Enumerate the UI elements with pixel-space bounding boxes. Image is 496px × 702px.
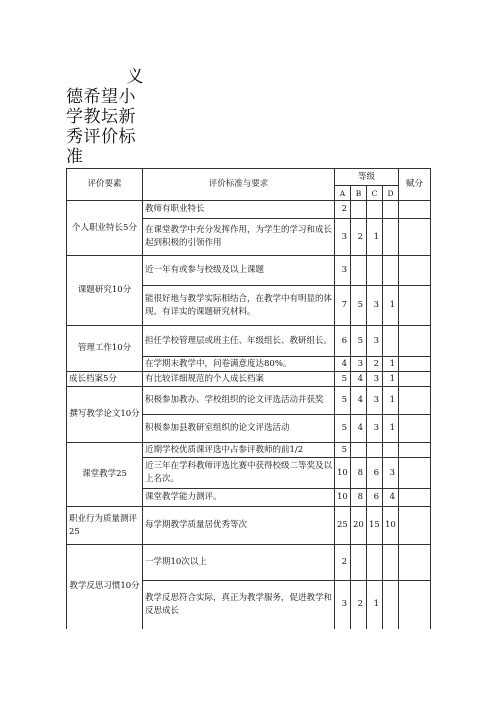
title-line-1: 义 <box>126 67 144 87</box>
grade-b-cell: 8 <box>351 489 367 507</box>
title-rest: 德希望小学教坛新秀评价标准 <box>66 87 136 167</box>
grade-b-cell: 4 <box>351 372 367 387</box>
score-cell <box>399 387 431 415</box>
grade-c-cell: 1 <box>367 219 383 256</box>
score-cell <box>399 372 431 387</box>
category-cell: 课堂教学25 <box>67 443 143 507</box>
category-cell: 教学反思习惯10分 <box>67 545 143 629</box>
grade-c-cell: 3 <box>367 372 383 387</box>
grade-d-cell: 1 <box>383 286 399 326</box>
grade-c-header: C <box>367 186 383 201</box>
grade-c-cell: 3 <box>367 387 383 415</box>
score-cell <box>399 256 431 286</box>
grade-a-cell: 5 <box>335 387 351 415</box>
category-cell: 个人职业特长5分 <box>67 201 143 256</box>
criteria-cell: 每学期教学质量居优秀等次 <box>143 507 335 545</box>
grade-a-cell: 4 <box>335 357 351 372</box>
score-cell <box>399 458 431 489</box>
grade-a-cell: 3 <box>335 256 351 286</box>
grade-a-cell: 2 <box>335 545 351 581</box>
score-cell <box>399 443 431 458</box>
grade-c-cell <box>367 443 383 458</box>
grade-d-cell <box>383 581 399 629</box>
header-score: 赋分 <box>399 169 431 201</box>
grade-a-cell: 3 <box>335 219 351 256</box>
category-cell: 成长档案5分 <box>67 372 143 387</box>
category-cell: 撰写教学论文10分 <box>67 387 143 443</box>
grade-d-header: D <box>383 186 399 201</box>
criteria-cell: 教学反思符合实际，真正为教学服务，促进教学和反思成长 <box>143 581 335 629</box>
grade-c-cell: 1 <box>367 581 383 629</box>
grade-a-cell: 10 <box>335 489 351 507</box>
grade-a-cell: 7 <box>335 286 351 326</box>
grade-c-cell <box>367 256 383 286</box>
criteria-cell: 在学期末教学中，问卷满意度达80%。 <box>143 357 335 372</box>
criteria-cell: 近期学校优质课评选中占参评教师的前1/2 <box>143 443 335 458</box>
grade-b-header: B <box>351 186 367 201</box>
grade-d-cell: 1 <box>383 357 399 372</box>
grade-a-cell: 5 <box>335 372 351 387</box>
grade-d-cell <box>383 443 399 458</box>
header-standard: 评价标准与要求 <box>143 169 335 201</box>
criteria-cell: 课堂教学能力测评。 <box>143 489 335 507</box>
grade-d-cell: 1 <box>383 415 399 443</box>
category-cell: 管理工作10分 <box>67 326 143 372</box>
grade-b-cell: 3 <box>351 357 367 372</box>
score-cell <box>399 219 431 256</box>
grade-a-cell: 5 <box>335 443 351 458</box>
grade-d-cell <box>383 219 399 256</box>
grade-b-cell <box>351 256 367 286</box>
table-row <box>67 545 431 581</box>
grade-b-cell: 2 <box>351 219 367 256</box>
grade-b-cell: 4 <box>351 387 367 415</box>
grade-c-cell: 15 <box>367 507 383 545</box>
grade-c-cell: 3 <box>367 286 383 326</box>
grade-a-cell: 6 <box>335 326 351 357</box>
criteria-cell: 有比较详细规范的个人成长档案 <box>143 372 335 387</box>
criteria-cell: 担任学校管理层或班主任、年级组长、教研组长。 <box>143 326 335 357</box>
score-cell <box>399 545 431 581</box>
grade-a-cell: 3 <box>335 581 351 629</box>
header-grade: 等级 <box>335 169 399 186</box>
table-row <box>67 443 431 458</box>
category-cell: 职业行为质量测评25 <box>67 507 143 545</box>
score-cell <box>399 489 431 507</box>
table-row <box>67 372 431 387</box>
grade-d-cell <box>383 256 399 286</box>
criteria-cell: 积极参加县教研室组织的论文评选活动 <box>143 415 335 443</box>
header-item: 评价要素 <box>67 169 143 201</box>
grade-a-cell: 2 <box>335 201 351 219</box>
score-cell <box>399 507 431 545</box>
table-row <box>67 201 431 219</box>
grade-d-cell: 3 <box>383 458 399 489</box>
grade-b-cell: 4 <box>351 415 367 443</box>
grade-d-cell <box>383 201 399 219</box>
grade-b-cell: 8 <box>351 458 367 489</box>
table-row <box>67 387 431 415</box>
grade-d-cell: 10 <box>383 507 399 545</box>
criteria-cell: 近一年有或参与校级及以上课题 <box>143 256 335 286</box>
grade-c-cell: 3 <box>367 415 383 443</box>
category-cell: 课题研究10分 <box>67 256 143 326</box>
score-cell <box>399 201 431 219</box>
grade-b-cell: 20 <box>351 507 367 545</box>
grade-b-cell <box>351 545 367 581</box>
grade-a-cell: 5 <box>335 415 351 443</box>
grade-c-cell <box>367 201 383 219</box>
grade-a-cell: 10 <box>335 458 351 489</box>
criteria-cell: 能很好地与教学实际相结合，在教学中有明显的体现。有详实的课题研究材料。 <box>143 286 335 326</box>
grade-b-cell: 5 <box>351 286 367 326</box>
grade-b-cell <box>351 443 367 458</box>
grade-c-cell: 2 <box>367 357 383 372</box>
grade-c-cell: 3 <box>367 326 383 357</box>
criteria-cell: 一学期10次以上 <box>143 545 335 581</box>
criteria-cell: 在课堂教学中充分发挥作用，为学生的学习和成长起到积极的引领作用 <box>143 219 335 256</box>
score-cell <box>399 286 431 326</box>
score-cell <box>399 415 431 443</box>
grade-c-cell: 6 <box>367 489 383 507</box>
grade-a-header: A <box>335 186 351 201</box>
criteria-cell: 近三年在学科教师评选比赛中获得校级二等奖及以上名次。 <box>143 458 335 489</box>
grade-a-cell: 25 <box>335 507 351 545</box>
criteria-cell: 积极参加教办、学校组织的论文评选活动并获奖 <box>143 387 335 415</box>
score-cell <box>399 581 431 629</box>
evaluation-table <box>66 168 431 629</box>
table-row <box>67 256 431 286</box>
grade-c-cell: 6 <box>367 458 383 489</box>
grade-d-cell <box>383 545 399 581</box>
grade-d-cell: 1 <box>383 372 399 387</box>
grade-d-cell: 4 <box>383 489 399 507</box>
document-title <box>66 67 144 167</box>
grade-b-cell: 5 <box>351 326 367 357</box>
criteria-cell: 教师有职业特长 <box>143 201 335 219</box>
score-cell <box>399 326 431 357</box>
table-row <box>67 326 431 357</box>
grade-d-cell: 1 <box>383 387 399 415</box>
grade-d-cell <box>383 326 399 357</box>
grade-b-cell <box>351 201 367 219</box>
score-cell <box>399 357 431 372</box>
grade-b-cell: 2 <box>351 581 367 629</box>
table-row <box>67 507 431 545</box>
grade-c-cell <box>367 545 383 581</box>
